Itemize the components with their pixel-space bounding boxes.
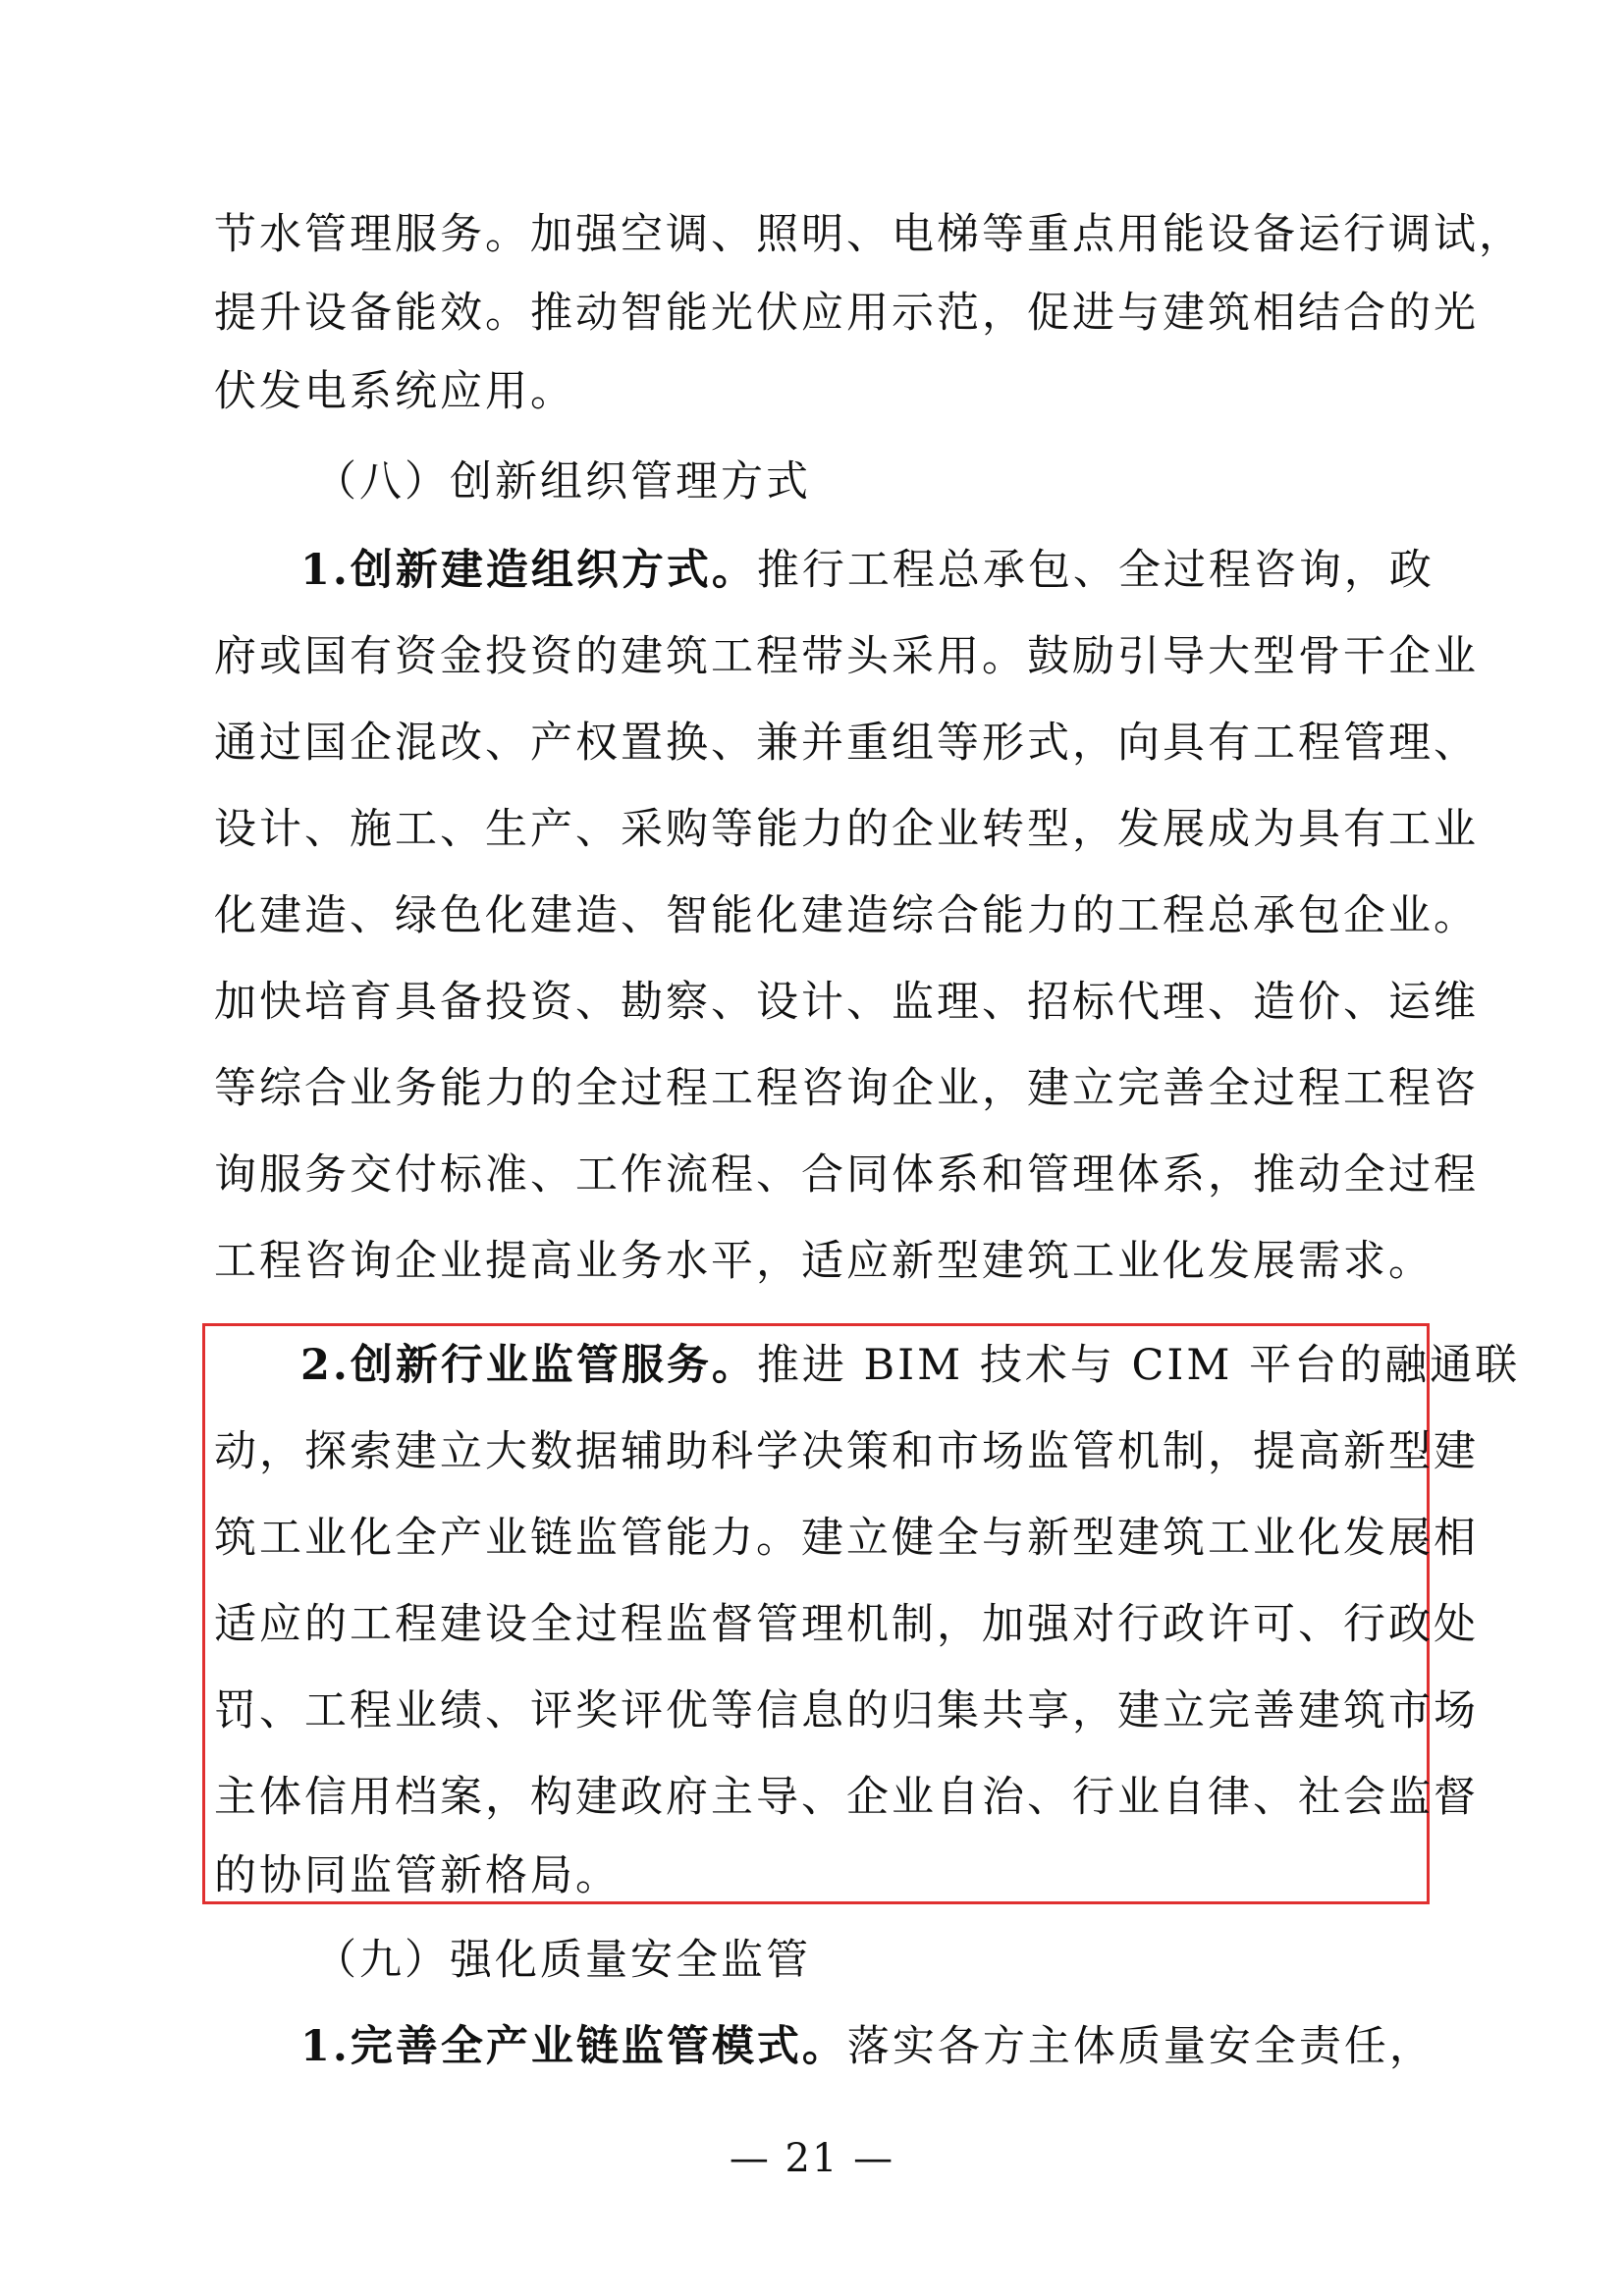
paragraph-line: 节水管理服务。加强空调、照明、电梯等重点用能设备运行调试， (214, 210, 1524, 259)
paragraph-line: 提升设备能效。推动智能光伏应用示范，促进与建筑相结合的光 (214, 289, 1479, 338)
item-text: 推行工程总承包、全过程咨询，政 (756, 546, 1435, 595)
paragraph-line: 适应的工程建设全过程监督管理机制，加强对行政许可、行政处 (214, 1600, 1479, 1649)
item-text: 推进 BIM 技术与 CIM 平台的融通联 (756, 1341, 1521, 1390)
section-heading: （九）强化质量安全监管 (314, 1936, 811, 1985)
paragraph-line: 等综合业务能力的全过程工程咨询企业，建立完善全过程工程咨 (214, 1064, 1479, 1113)
item-heading: 1.完善全产业链监管模式。 (300, 2022, 847, 2071)
paragraph-line: 罚、工程业绩、评奖评优等信息的归集共享，建立完善建筑市场 (214, 1686, 1479, 1735)
paragraph-line: 府或国有资金投资的建筑工程带头采用。鼓励引导大型骨干企业 (214, 632, 1479, 681)
paragraph-line: 伏发电系统应用。 (214, 367, 575, 416)
paragraph-line: 工程咨询企业提高业务水平，适应新型建筑工业化发展需求。 (214, 1237, 1434, 1286)
paragraph-line: 化建造、绿色化建造、智能化建造综合能力的工程总承包企业。 (214, 891, 1479, 940)
section-heading: （八）创新组织管理方式 (314, 457, 811, 507)
paragraph-line: 主体信用档案，构建政府主导、企业自治、行业自律、社会监督 (214, 1773, 1479, 1822)
paragraph-line: 设计、施工、生产、采购等能力的企业转型，发展成为具有工业 (214, 805, 1479, 854)
item-heading: 1.创新建造组织方式。 (300, 546, 757, 595)
paragraph-line (300, 546, 1435, 595)
paragraph-line: 筑工业化全产业链监管能力。建立健全与新型建筑工业化发展相 (214, 1514, 1479, 1563)
paragraph-line (300, 2022, 1435, 2071)
item-text: 落实各方主体质量安全责任， (846, 2022, 1435, 2071)
item-heading: 2.创新行业监管服务。 (300, 1341, 757, 1390)
page-number: — 21 — (729, 2136, 895, 2181)
paragraph-line: 的协同监管新格局。 (214, 1851, 621, 1900)
paragraph-line: 加快培育具备投资、勘察、设计、监理、招标代理、造价、运维 (214, 978, 1479, 1027)
paragraph-line: 动，探索建立大数据辅助科学决策和市场监管机制，提高新型建 (214, 1427, 1479, 1476)
paragraph-line (300, 1341, 1521, 1390)
paragraph-line: 通过国企混改、产权置换、兼并重组等形式，向具有工程管理、 (214, 719, 1479, 768)
paragraph-line: 询服务交付标准、工作流程、合同体系和管理体系，推动全过程 (214, 1150, 1479, 1200)
